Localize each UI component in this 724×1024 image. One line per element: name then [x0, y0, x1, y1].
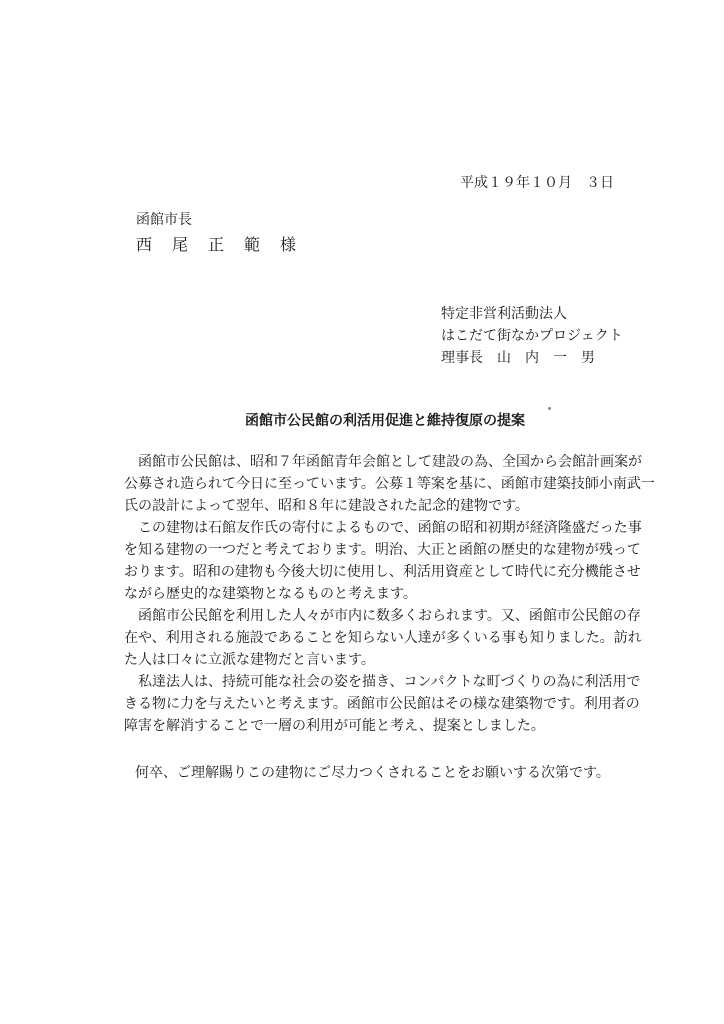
recipient-name: 西 尾 正 範 様	[136, 235, 299, 254]
body-line: きる物に力を与えたいと考えます。函館市公民館はその様な建築物です。利用者の	[124, 696, 640, 712]
body-line: 公募され造られて今日に至っています。公募１等案を基に、函館市建築技師小南武一	[124, 476, 655, 492]
letter-date: 平成１９年１０月 ３日	[460, 175, 614, 191]
body-line: 在や、利用される施設であることを知らない人達が多くいる事も知りました。訪れ	[124, 630, 642, 646]
recipient-organization: 函館市長	[136, 212, 192, 228]
body-line: 函館市公民館は、昭和７年函館青年会館として建設の為、全国から会館計画案が	[124, 454, 642, 470]
scan-speck	[548, 407, 551, 410]
sender-project: はこだて街なかプロジェクト	[441, 328, 623, 344]
body-line: 氏の設計によって翌年、昭和８年に建設された記念的建物です。	[124, 498, 529, 514]
body-line: た人は口々に立派な建物だと言います。	[124, 652, 375, 668]
body-line: 私達法人は、持続可能な社会の姿を描き、コンパクトな町づくりの為に利活用で	[124, 674, 641, 690]
body-line: おります。昭和の建物も今後大切に使用し、利活用資産として時代に充分機能させ	[124, 564, 641, 580]
body-line: ながら歴史的な建築物となるものと考えます。	[124, 586, 417, 602]
body-line: この建物は石館友作氏の寄付によるもので、函館の昭和初期が経済隆盛だった事	[124, 520, 642, 536]
body-line: を知る建物の一つだと考えております。明治、大正と函館の歴史的な建物が残って	[124, 542, 641, 558]
body-line: 障害を解消することで一層の利用が可能と考え、提案としました。	[124, 718, 545, 734]
letter-body	[124, 451, 655, 737]
sender-representative: 理事長 山 内 一 男	[441, 350, 595, 366]
letter-title: 函館市公民館の利活用促進と維持復原の提案	[245, 413, 525, 429]
sender-organization: 特定非営利活動法人	[441, 306, 567, 322]
body-line: 函館市公民館を利用した人々が市内に数多くおられます。又、函館市公民館の存	[124, 608, 641, 624]
closing-sentence: 何卒、ご理解賜りこの建物にご尽力つくされることをお願いする次第です。	[135, 765, 610, 781]
